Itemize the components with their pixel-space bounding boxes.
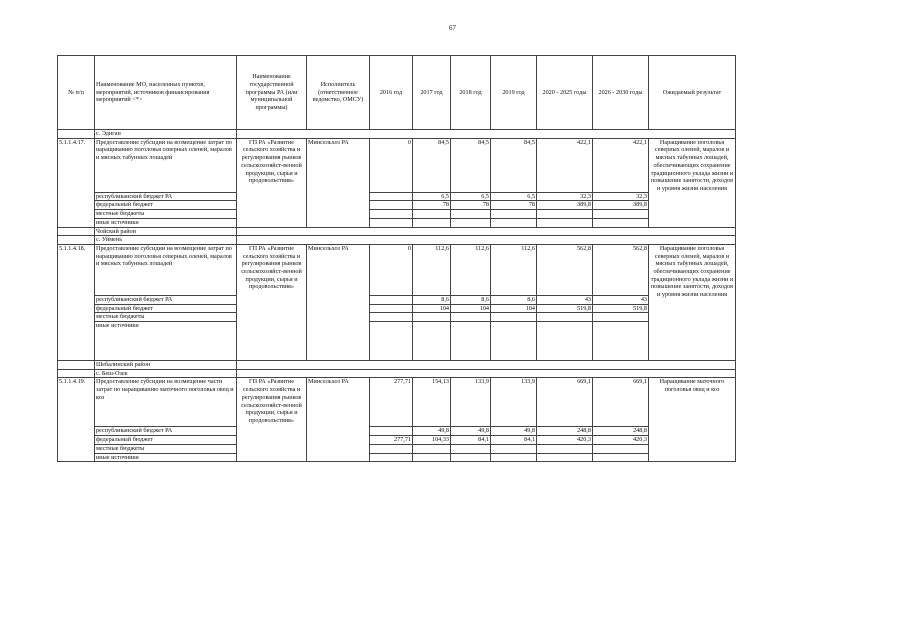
source-label: республиканский бюджет РА xyxy=(95,427,237,436)
header-2026-2030: 2026 - 2030 годы xyxy=(593,56,649,130)
table-row xyxy=(58,295,736,304)
source-label: иные источники xyxy=(95,453,237,462)
executor: Минсельхоз РА xyxy=(307,138,370,227)
district-label: Чойский район xyxy=(95,227,237,236)
value-cell: 32,3 xyxy=(537,192,593,201)
value-cell: 112,6 xyxy=(451,244,491,295)
value-cell: 104 xyxy=(413,304,451,313)
table-row xyxy=(58,130,736,139)
value-cell: 8,6 xyxy=(413,295,451,304)
header-row xyxy=(58,56,736,130)
value-cell: 49,8 xyxy=(413,427,451,436)
value-cell: 104 xyxy=(491,304,537,313)
value-cell: 104,33 xyxy=(413,436,451,445)
value-cell: 49,8 xyxy=(451,427,491,436)
value-cell: 32,3 xyxy=(593,192,649,201)
expected-result: Наращивание маточного поголовья овец и коз xyxy=(649,378,736,462)
program-name: ГП РА «Развитие сельского хозяйства и регулирования рынков сельскохозяйст-венной продукции, сырья и продовольствия» xyxy=(237,138,307,227)
value-cell: 669,1 xyxy=(593,378,649,427)
value-cell: 422,1 xyxy=(537,138,593,192)
value-cell xyxy=(370,192,413,201)
measure-name: Предоставление субсидии на возмещение затрат по наращиванию поголовья северных оленей, маралов и мясных табунных лошадей xyxy=(95,138,237,192)
value-cell xyxy=(370,304,413,313)
value-cell: 43 xyxy=(537,295,593,304)
value-cell: 8,6 xyxy=(491,295,537,304)
program-name: ГП РА «Развитие сельского хозяйства и регулирования рынков сельскохозяйст-венной продукции, сырья и продовольствия» xyxy=(237,244,307,360)
village-label: с. Уймень xyxy=(95,236,237,245)
value-cell: 519,8 xyxy=(593,304,649,313)
expected-result: Наращивание поголовья северных оленей, маралов и мясных табунных лошадей, обеспечивающих сохранение традиционного уклада жизни и повышение занятости, доходов и уровня жизни населения xyxy=(649,244,736,360)
value-cell: 104 xyxy=(451,304,491,313)
header-2019: 2019 год xyxy=(491,56,537,130)
table-row xyxy=(58,361,736,370)
value-cell: 277,71 xyxy=(370,378,413,427)
value-cell: 562,8 xyxy=(537,244,593,295)
header-2020-2025: 2020 - 2025 годы xyxy=(537,56,593,130)
table-row xyxy=(58,304,736,313)
table-row xyxy=(58,192,736,201)
village-label: с. Беш-Озек xyxy=(95,369,237,378)
expected-result: Наращивание поголовья северных оленей, маралов и мясных табунных лошадей, обеспечивающих сохранение традиционного уклада жизни и повышение занятости, доходов и уровня жизни населения xyxy=(649,138,736,227)
source-label: местные бюджеты xyxy=(95,444,237,453)
measure-name: Предоставление субсидии на возмещение затрат по наращиванию поголовья северных оленей, маралов и мясных табунных лошадей xyxy=(95,244,237,295)
value-cell: 8,6 xyxy=(451,295,491,304)
row-number: 5.1.1.4.19. xyxy=(58,378,95,462)
value-cell: 669,1 xyxy=(537,378,593,427)
table-row xyxy=(58,322,736,361)
source-label: федеральный бюджет xyxy=(95,201,237,210)
value-cell: 78 xyxy=(413,201,451,210)
executor: Минсельхоз РА xyxy=(307,378,370,462)
value-cell xyxy=(370,427,413,436)
value-cell: 43 xyxy=(593,295,649,304)
source-label: федеральный бюджет xyxy=(95,304,237,313)
table-row xyxy=(58,236,736,245)
table-row xyxy=(58,138,736,192)
value-cell: 133,9 xyxy=(491,378,537,427)
value-cell: 420,3 xyxy=(593,436,649,445)
value-cell: 422,1 xyxy=(593,138,649,192)
value-cell: 84,1 xyxy=(451,436,491,445)
value-cell: 154,13 xyxy=(413,378,451,427)
value-cell: 277,71 xyxy=(370,436,413,445)
measure-name: Предоставление субсидии на возмещение части затрат по наращиванию маточного поголовья овец и коз xyxy=(95,378,237,427)
table-row xyxy=(58,369,736,378)
value-cell: 420,3 xyxy=(537,436,593,445)
table-row xyxy=(58,313,736,322)
table-row xyxy=(58,244,736,295)
value-cell: 6,5 xyxy=(451,192,491,201)
value-cell: 133,9 xyxy=(451,378,491,427)
source-label: иные источники xyxy=(95,218,237,227)
value-cell: 0 xyxy=(370,244,413,295)
source-label: местные бюджеты xyxy=(95,313,237,322)
table-row xyxy=(58,444,736,453)
table-row xyxy=(58,210,736,219)
header-2016: 2016 год xyxy=(370,56,413,130)
district-label: Шебалинский район xyxy=(95,361,237,370)
source-label: республиканский бюджет РА xyxy=(95,295,237,304)
value-cell: 84,1 xyxy=(491,436,537,445)
value-cell: 112,6 xyxy=(413,244,451,295)
header-name: Наименование МО, населенных пунктов, мероприятий, источников финансирования мероприятий <*> xyxy=(95,56,237,130)
executor: Минсельхоз РА xyxy=(307,244,370,360)
value-cell: 248,8 xyxy=(537,427,593,436)
source-label: местные бюджеты xyxy=(95,210,237,219)
page-number: 67 xyxy=(449,24,456,32)
value-cell: 0 xyxy=(370,138,413,192)
table-row xyxy=(58,427,736,436)
value-cell: 389,8 xyxy=(593,201,649,210)
value-cell: 84,5 xyxy=(491,138,537,192)
header-2017: 2017 год xyxy=(413,56,451,130)
value-cell: 562,8 xyxy=(593,244,649,295)
table-row xyxy=(58,436,736,445)
table-row xyxy=(58,378,736,427)
header-executor: Исполнитель (ответственное ведомство, ОМСУ) xyxy=(307,56,370,130)
village-label: с. Эдиган xyxy=(95,130,237,139)
value-cell: 78 xyxy=(491,201,537,210)
header-program: Наименование государственной программы РА (или муниципальной программы) xyxy=(237,56,307,130)
value-cell: 78 xyxy=(451,201,491,210)
value-cell: 519,8 xyxy=(537,304,593,313)
budget-table xyxy=(57,55,736,462)
value-cell: 84,5 xyxy=(413,138,451,192)
value-cell: 248,8 xyxy=(593,427,649,436)
value-cell: 84,5 xyxy=(451,138,491,192)
table-row xyxy=(58,453,736,462)
value-cell xyxy=(370,201,413,210)
row-number: 5.1.1.4.17. xyxy=(58,138,95,227)
source-label: иные источники xyxy=(95,322,237,361)
header-2018: 2018 год xyxy=(451,56,491,130)
value-cell: 49,8 xyxy=(491,427,537,436)
program-name: ГП РА «Развитие сельского хозяйства и регулирования рынков сельскохозяйст-венной продукции, сырья и продовольствия» xyxy=(237,378,307,462)
source-label: федеральный бюджет xyxy=(95,436,237,445)
table-row xyxy=(58,227,736,236)
value-cell: 389,8 xyxy=(537,201,593,210)
row-number: 5.1.1.4.18. xyxy=(58,244,95,360)
header-result: Ожидаемый результат xyxy=(649,56,736,130)
table-row xyxy=(58,201,736,210)
header-num: № п/п xyxy=(58,56,95,130)
source-label: республиканский бюджет РА xyxy=(95,192,237,201)
value-cell: 6,5 xyxy=(413,192,451,201)
value-cell: 112,6 xyxy=(491,244,537,295)
value-cell: 6,5 xyxy=(491,192,537,201)
table-row xyxy=(58,218,736,227)
value-cell xyxy=(370,295,413,304)
